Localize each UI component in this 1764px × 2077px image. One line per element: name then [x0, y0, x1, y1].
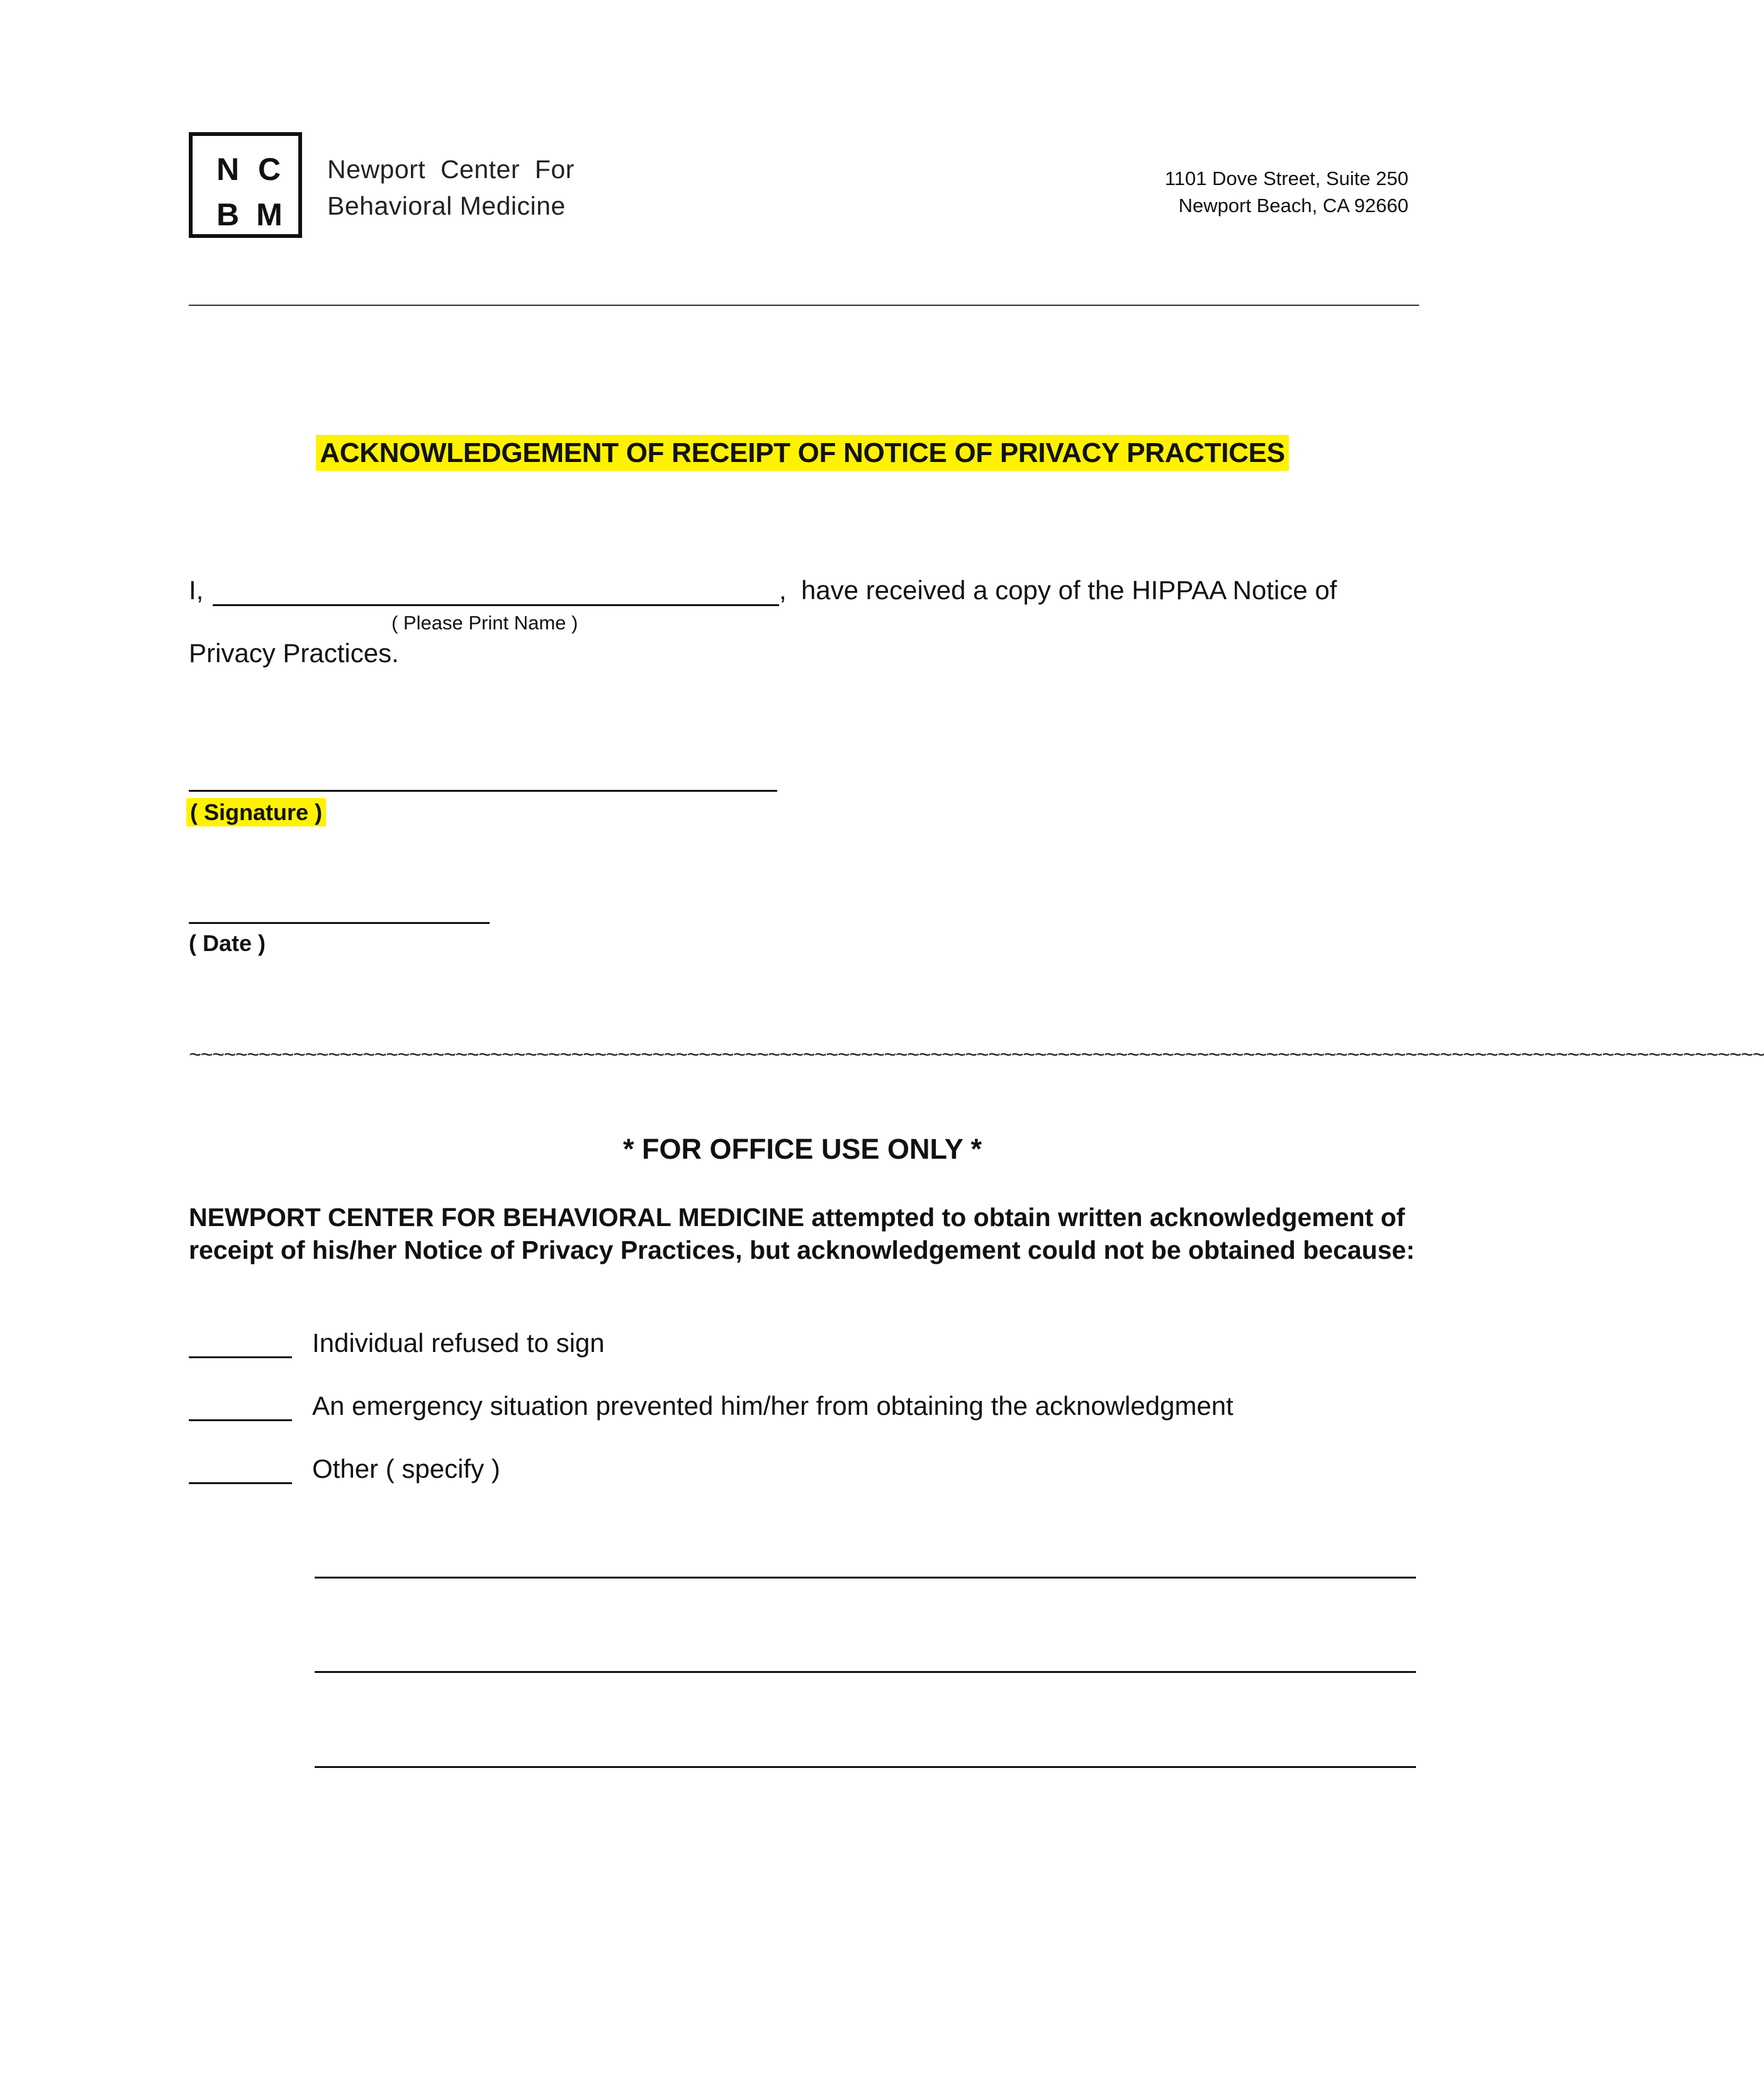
- logo-letter-n: N: [216, 152, 240, 187]
- header-divider: [189, 305, 1419, 306]
- office-use-paragraph: [189, 1201, 1429, 1266]
- option-emergency-blank[interactable]: [189, 1419, 292, 1421]
- organization-name: [327, 151, 575, 224]
- signature-label-text: ( Signature ): [186, 798, 326, 826]
- specify-line-1[interactable]: [315, 1577, 1416, 1579]
- print-name-field[interactable]: [213, 604, 779, 606]
- office-use-paragraph-line2: receipt of his/her Notice of Privacy Practices, but acknowledgement could not be obtained because:: [189, 1236, 1415, 1264]
- logo-letter-c: C: [257, 152, 281, 187]
- statement-line2: Privacy Practices.: [189, 638, 399, 668]
- logo: [189, 132, 302, 238]
- option-refused-label: Individual refused to sign: [312, 1328, 605, 1358]
- address-line1: 1101 Dove Street, Suite 250: [1164, 167, 1408, 189]
- date-label: ( Date ): [189, 930, 266, 956]
- option-refused-blank[interactable]: [189, 1356, 292, 1358]
- print-name-caption: ( Please Print Name ): [391, 612, 578, 634]
- organization-name-line1: Newport Center For: [327, 155, 575, 184]
- logo-letter-m: M: [256, 197, 283, 232]
- section-divider: ~~~~~~~~~~~~~~~~~~~~~~~~~~~~~~~~~~~~~~~~~~~~~~~~~~~~~~~~~~~~~~~~~~~~~~~~~~~~~~~~~~~~~~~~~~~~~~~~~~~~~~~~~~~~~~~~~~~~~~~~~~~~~~~~~~~~~~~~: [189, 1045, 1764, 1069]
- option-other-blank[interactable]: [189, 1482, 292, 1484]
- option-emergency-label: An emergency situation prevented him/her from obtaining the acknowledgment: [312, 1391, 1233, 1421]
- office-use-paragraph-line1: NEWPORT CENTER FOR BEHAVIORAL MEDICINE attempted to obtain written acknowledgement of: [189, 1203, 1405, 1232]
- specify-line-3[interactable]: [315, 1766, 1416, 1768]
- specify-line-2[interactable]: [315, 1671, 1416, 1673]
- form-title: [0, 437, 1605, 469]
- organization-name-line2: Behavioral Medicine: [327, 191, 566, 220]
- signature-label: [186, 799, 326, 826]
- signature-field[interactable]: [189, 790, 777, 792]
- address-line2: Newport Beach, CA 92660: [1178, 194, 1408, 217]
- logo-letter-b: B: [216, 197, 240, 232]
- statement-prefix: I,: [189, 575, 204, 605]
- date-field[interactable]: [189, 922, 490, 924]
- form-title-text: ACKNOWLEDGEMENT OF RECEIPT OF NOTICE OF PRIVACY PRACTICES: [316, 435, 1289, 471]
- office-use-title: * FOR OFFICE USE ONLY *: [622, 1133, 982, 1165]
- address: [1165, 165, 1408, 219]
- statement-suffix: , have received a copy of the HIPPAA Notice of: [779, 575, 1337, 605]
- option-other-label: Other ( specify ): [312, 1454, 500, 1483]
